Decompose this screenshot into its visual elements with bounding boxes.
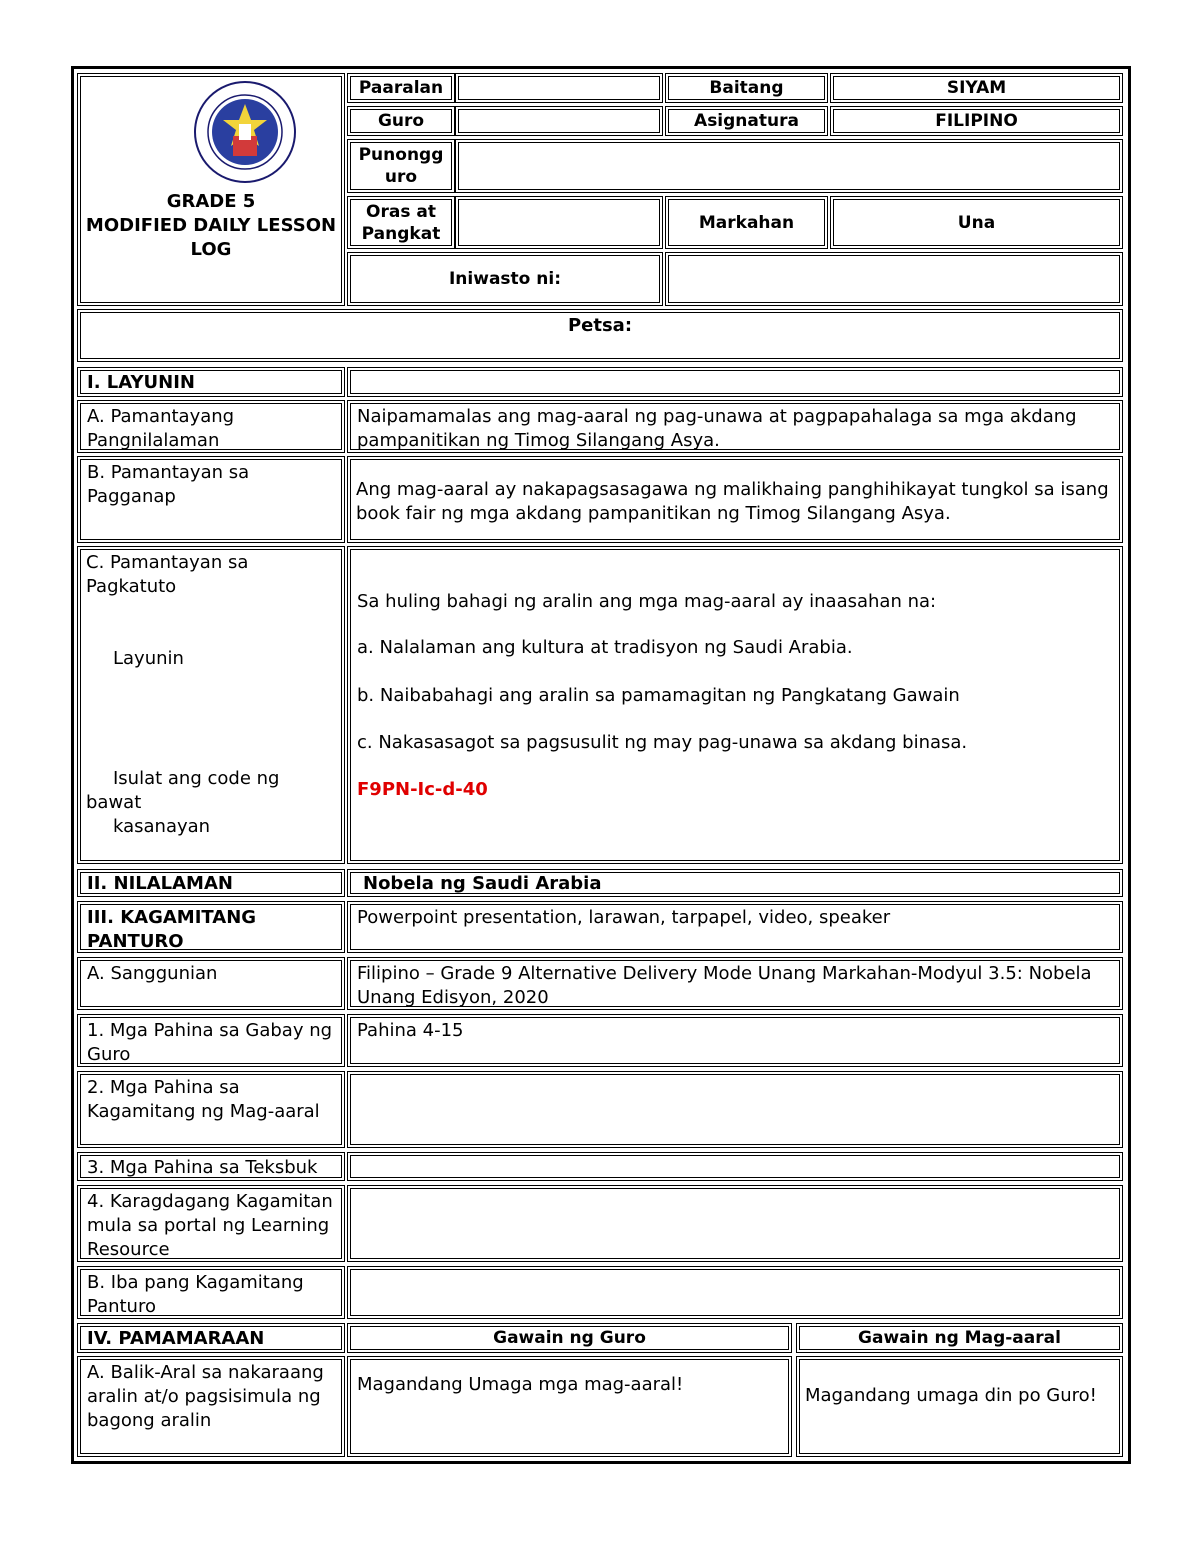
gawain-magaaral-header: [796, 1323, 1123, 1353]
oras-label-2: Pangkat: [361, 223, 441, 244]
competency-code: F9PN-Ic-d-40: [357, 779, 488, 800]
guro-label-cell: [347, 106, 455, 136]
nilalaman-heading: II. NILALAMAN: [77, 869, 345, 897]
sanggunian-value: Filipino – Grade 9 Alternative Delivery Mode Unang Markahan-Modyul 3.5: Nobela Unang Edisyon, 2020: [347, 957, 1123, 1010]
gawain-guro-header-label: Gawain ng Guro: [493, 1328, 646, 1348]
markahan-label-cell: [665, 196, 828, 249]
balik-aral-guro-cell: [347, 1356, 792, 1457]
nilalaman-value: Nobela ng Saudi Arabia: [347, 869, 1123, 897]
title-line-1: GRADE 5: [166, 191, 256, 212]
baitang-value: SIYAM: [946, 78, 1007, 98]
pagkatuto-item-a: a. Nalalaman ang kultura at tradisyon ng Saudi Arabia.: [357, 637, 853, 658]
kagamitan-heading: III. KAGAMITANG PANTURO: [77, 901, 345, 953]
paaralan-label: Paaralan: [358, 78, 444, 98]
iba-pang-kagamitan-label: B. Iba pang Kagamitang Panturo: [77, 1266, 345, 1319]
guro-field[interactable]: [455, 106, 663, 136]
baitang-label-cell: [665, 73, 828, 103]
baitang-label: Baitang: [709, 78, 784, 98]
oras-field[interactable]: [455, 196, 663, 249]
teksbuk-label: 3. Mga Pahina sa Teksbuk: [77, 1152, 345, 1181]
asignatura-label: Asignatura: [694, 111, 799, 131]
gawain-magaaral-header-label: Gawain ng Mag-aaral: [858, 1328, 1061, 1348]
karagdagang-kagamitan-label: 4. Karagdagang Kagamitan mula sa portal ng Learning Resource: [77, 1185, 345, 1262]
baitang-field[interactable]: [830, 73, 1123, 103]
asignatura-field[interactable]: [830, 106, 1123, 136]
pamantayan-pagganap-label: B. Pamantayan sa Pagganap: [77, 456, 345, 543]
iniwasto-label: Iniwasto ni:: [448, 269, 561, 289]
markahan-label: Markahan: [698, 212, 795, 233]
title-line-3: LOG: [190, 239, 232, 260]
layunin-heading-value: [347, 367, 1123, 397]
punongguro-field[interactable]: [455, 139, 1123, 193]
asignatura-value: FILIPINO: [935, 111, 1018, 131]
pamantayang-pangnilalaman-value: Naipamamalas ang mag-aaral ng pag-unawa at pagpapahalaga sa mga akdang pampanitikan ng Timog Silangang Asya.: [347, 400, 1123, 453]
balik-aral-magaaral-text: Magandang umaga din po Guro!: [805, 1385, 1097, 1406]
layunin-heading: I. LAYUNIN: [77, 367, 345, 397]
kasanayan-sublabel: kasanayan: [113, 816, 211, 837]
punongguro-label-cell: [347, 139, 455, 193]
pamantayang-pangnilalaman-label: A. Pamantayang Pangnilalaman: [77, 400, 345, 453]
title-line-2: MODIFIED DAILY LESSON: [85, 215, 337, 236]
gabay-guro-value: Pahina 4-15: [347, 1014, 1123, 1067]
guro-label: Guro: [377, 111, 425, 131]
paaralan-label-cell: [347, 73, 455, 103]
pamamaraan-heading: IV. PAMAMARAAN: [77, 1323, 345, 1353]
oras-label-1: Oras at: [366, 201, 436, 222]
markahan-field[interactable]: [830, 196, 1123, 249]
teksbuk-value: [347, 1152, 1123, 1181]
petsa-label: Petsa:: [567, 315, 633, 336]
iniwasto-label-cell: [347, 252, 663, 306]
markahan-value: Una: [957, 212, 996, 233]
balik-aral-label: A. Balik-Aral sa nakaraang aralin at/o pagsisimula ng bagong aralin: [77, 1356, 345, 1457]
iniwasto-field[interactable]: [665, 252, 1123, 306]
karagdagang-kagamitan-value: [347, 1185, 1123, 1262]
iba-pang-kagamitan-value: [347, 1266, 1123, 1319]
kagamitan-value: Powerpoint presentation, larawan, tarpapel, video, speaker: [347, 901, 1123, 953]
pagkatuto-intro: Sa huling bahagi ng aralin ang mga mag-aaral ay inaasahan na:: [357, 591, 937, 612]
isulat-code-sublabel: Isulat ang code ng bawat: [86, 768, 280, 813]
paaralan-field[interactable]: [455, 73, 663, 103]
pamantayan-pagganap-value: Ang mag-aaral ay nakapagsasagawa ng malikhaing panghihikayat tungkol sa isang book fair ng mga akdang pampanitikan ng Timog Silangang Asya.: [356, 479, 1109, 524]
deped-seal-icon: [193, 80, 297, 184]
pagkatuto-item-c: c. Nakasasagot sa pagsusulit ng may pag-unawa sa akdang binasa.: [357, 732, 968, 753]
kagamitang-magaaral-label: 2. Mga Pahina sa Kagamitang ng Mag-aaral: [77, 1071, 345, 1148]
sanggunian-label: A. Sanggunian: [77, 957, 345, 1010]
layunin-sublabel: Layunin: [113, 648, 184, 669]
kagamitang-magaaral-value: [347, 1071, 1123, 1148]
pagkatuto-item-b: b. Naibabahagi ang aralin sa pamamagitan ng Pangkatang Gawain: [357, 685, 960, 706]
balik-aral-guro-text: Magandang Umaga mga mag-aaral!: [357, 1374, 684, 1395]
asignatura-label-cell: [665, 106, 828, 136]
pagkatuto-label: C. Pamantayan sa Pagkatuto: [86, 552, 249, 597]
punongguro-label-1: Punongg: [358, 145, 444, 165]
gabay-guro-label: 1. Mga Pahina sa Gabay ng Guro: [77, 1014, 345, 1067]
punongguro-label-2: uro: [384, 167, 418, 187]
gawain-guro-header: [347, 1323, 792, 1353]
oras-label-cell: [347, 196, 455, 249]
